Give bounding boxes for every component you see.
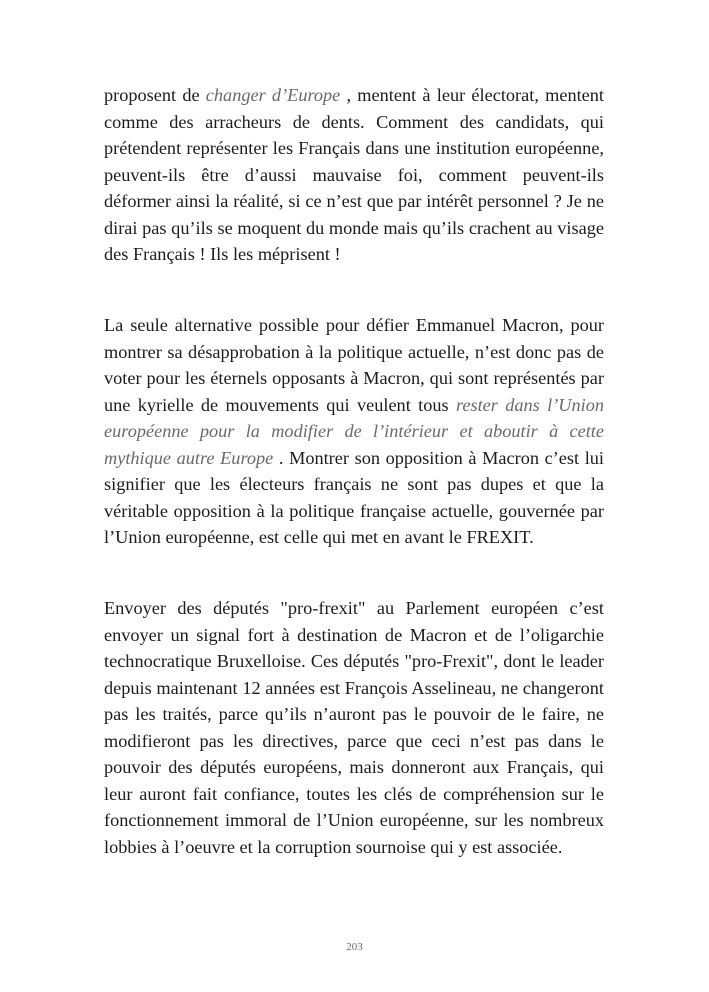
paragraph-2-text-b: . Montrer son opposition à Macron c’est lui signifier que les électeurs français ne sont pas dupes et que la véritable opposition à la politique française actuelle, gouvernée par l’Union européenne, est celle qui met en avant le FREXIT. <box>104 447 604 547</box>
page-number: 203 <box>346 941 363 953</box>
paragraph-1 <box>104 82 604 268</box>
paragraph-3 <box>104 595 604 860</box>
paragraph-3-text: Envoyer des députés "pro-frexit" au Parlement européen c’est envoyer un signal fort à destination de Macron et de l’oligarchie technocratique Bruxelloise. Ces députés "pro-Frexit", dont le leader depuis maintenant 12 années est François Asselineau, ne changeront pas les traités, parce qu’ils n’auront pas le pouvoir de le faire, ne modifieront pas les directives, parce que ceci n’est pas dans le pouvoir des députés européens, mais donneront aux Français, qui leur auront fait confiance, toutes les clés de compréhension sur le fonctionnement immoral de l’Union européenne, sur les nombreux lobbies à l’oeuvre et la corruption sournoise qui y est associée. <box>104 598 604 857</box>
paragraph-1-text-a: proposent de <box>104 85 206 105</box>
paragraph-2-text-a: La seule alternative possible pour défier Emmanuel Macron, pour montrer sa désapprobation à la politique actuelle, n’est donc pas de voter pour les éternels opposants à Macron, qui sont représentés par une kyrielle de mouvements qui veulent tous <box>104 315 604 415</box>
paragraph-1-italic-phrase: changer d’Europe <box>205 85 341 105</box>
paragraph-2 <box>104 312 604 551</box>
paragraph-2-italic-phrase: rester dans l’Union européenne pour la modifier de l’intérieur et aboutir à cette mythique autre Europe <box>104 394 604 468</box>
paragraph-1-text-b: , mentent à leur électorat, mentent comme des arracheurs de dents. Comment des candidats, qui prétendent représenter les Français dans une institution européenne, peuvent-ils être d’aussi mauvaise foi, comment peuvent-ils déformer ainsi la réalité, si ce n’est que par intérêt personnel ? Je ne dirai pas qu’ils se moquent du monde mais qu’ils crachent au visage des Français ! Ils les méprisent ! <box>104 85 604 264</box>
